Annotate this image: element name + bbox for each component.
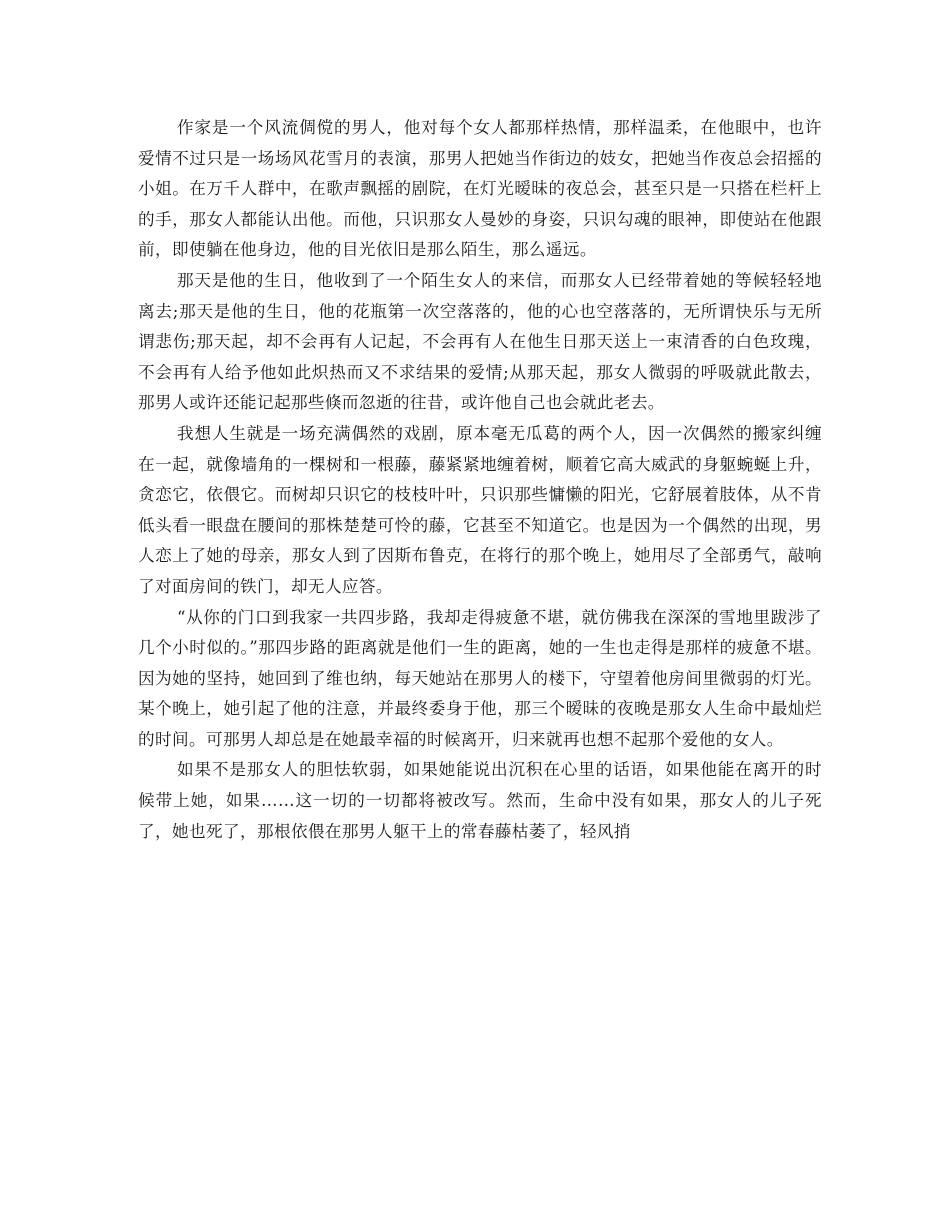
paragraph-5: 如果不是那女人的胆怯软弱，如果她能说出沉积在心里的话语，如果他能在离开的时候带上她，如果……这一切的一切都将被改写。然而，生命中没有如果，那女人的儿子死了，她也死了，那根依偎在那男人躯干上的常春藤枯萎了，轻风捎 bbox=[138, 760, 822, 841]
paragraph-3: 我想人生就是一场充满偶然的戏剧，原本毫无瓜葛的两个人，因一次偶然的搬家纠缠在一起，就像墙角的一棵树和一根藤，藤紧紧地缠着树，顺着它高大威武的身躯蜿蜒上升，贪恋它，依偎它。而树却只识它的枝枝叶叶，只识那些慵懒的阳光，它舒展着肢体，从不肯低头看一眼盘在腰间的那株楚楚可怜的藤，它甚至不知道它。也是因为一个偶然的出现，男人恋上了她的母亲，那女人到了因斯布鲁克，在将行的那个晚上，她用尽了全部勇气，敲响了对面房间的铁门，却无人应答。 bbox=[138, 423, 822, 596]
document-body bbox=[138, 113, 822, 847]
paragraph-4: “从你的门口到我家一共四步路，我却走得疲惫不堪，就仿佛我在深深的雪地里跋涉了几个小时似的。”那四步路的距离就是他们一生的距离，她的一生也走得是那样的疲惫不堪。因为她的坚持，她回到了维也纳，每天她站在那男人的楼下，守望着他房间里微弱的灯光。某个晚上，她引起了他的注意，并最终委身于他，那三个暧昧的夜晚是那女人生命中最灿烂的时间。可那男人却总是在她最幸福的时候离开，归来就再也想不起那个爱他的女人。 bbox=[138, 607, 822, 749]
paragraph-1: 作家是一个风流倜傥的男人，他对每个女人都那样热情，那样温柔，在他眼中，也许爱情不过只是一场场风花雪月的表演，那男人把她当作街边的妓女，把她当作夜总会招摇的小姐。在万千人群中，在歌声飘摇的剧院，在灯光暧昧的夜总会，甚至只是一只搭在栏杆上的手，那女人都能认出他。而他，只识那女人曼妙的身姿，只识勾魂的眼神，即使站在他跟前，即使躺在他身边，他的目光依旧是那么陌生，那么遥远。 bbox=[138, 118, 822, 260]
paragraph-2: 那天是他的生日，他收到了一个陌生女人的来信，而那女人已经带着她的等候轻轻地离去;那天是他的生日，他的花瓶第一次空落落的，他的心也空落落的，无所谓快乐与无所谓悲伤;那天起，却不会再有人记起，不会再有人在他生日那天送上一束清香的白色玫瑰，不会再有人给予他如此炽热而又不求结果的爱情;从那天起，那女人微弱的呼吸就此散去，那男人或许还能记起那些倏而忽逝的往昔，或许他自己也会就此老去。 bbox=[138, 270, 822, 413]
